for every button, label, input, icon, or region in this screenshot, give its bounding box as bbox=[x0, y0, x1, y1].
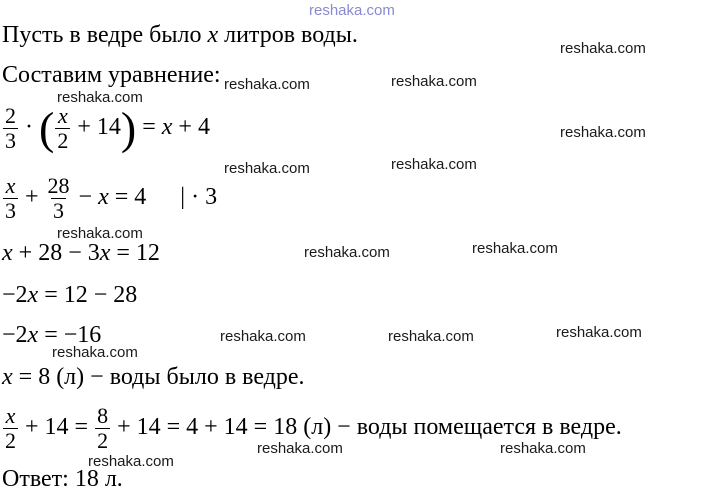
equation-3: x + 28 − 3x = 12 bbox=[2, 240, 160, 266]
intro-line bbox=[2, 22, 358, 48]
equation-2: $\frac{x}{3}$ + $\frac{28}{3}$ − x = 4 | · 3 bbox=[5, 173, 218, 223]
watermark: reshaka.com bbox=[304, 244, 390, 261]
fraction-28-third: $\frac{28}{3}$ bbox=[47, 173, 70, 223]
fraction-x-third: $\frac{x}{3}$ bbox=[5, 173, 16, 223]
intro-text: Пусть в ведре было bbox=[2, 22, 202, 48]
equation-4: −2x = 12 − 28 bbox=[2, 282, 138, 308]
fraction-x-half-2: $\frac{x}{2}$ bbox=[5, 403, 16, 453]
watermark: reshaka.com bbox=[472, 240, 558, 257]
watermark: reshaka.com bbox=[88, 453, 174, 470]
equation-6: x = 8 (л) − воды было в ведре. bbox=[2, 364, 305, 390]
intro-tail: литров воды. bbox=[224, 22, 358, 48]
watermark: reshaka.com bbox=[556, 324, 642, 341]
watermark: reshaka.com bbox=[560, 40, 646, 57]
equation-7: $\frac{x}{2}$ + 14 = $\frac{8}{2}$ + 14 = 4 + 14 = 18 (л) − воды помещается в ведре. bbox=[5, 403, 622, 453]
watermark: reshaka.com bbox=[57, 89, 143, 106]
compose-line: Составим уравнение: bbox=[2, 62, 221, 88]
watermark: reshaka.com bbox=[257, 440, 343, 457]
intro-variable: x bbox=[207, 22, 219, 48]
watermark: reshaka.com bbox=[391, 73, 477, 90]
watermark: reshaka.com bbox=[391, 156, 477, 173]
watermark: reshaka.com bbox=[388, 328, 474, 345]
equation-5: −2x = −16 bbox=[2, 322, 102, 348]
equation-1: $\frac{2}{3}$ · ( $\frac{x}{2}$ + 14) = x + 4 bbox=[5, 102, 210, 154]
fraction-8-half: $\frac{8}{2}$ bbox=[97, 403, 109, 453]
multiply-note: | · 3 bbox=[180, 184, 218, 211]
watermark: reshaka.com bbox=[560, 124, 646, 141]
watermark: reshaka.com bbox=[224, 160, 310, 177]
fraction-two-thirds: $\frac{2}{3}$ bbox=[5, 103, 16, 153]
watermark: reshaka.com bbox=[224, 76, 310, 93]
watermark-top: reshaka.com bbox=[309, 2, 395, 19]
watermark: reshaka.com bbox=[57, 225, 143, 242]
watermark: reshaka.com bbox=[52, 344, 138, 361]
fraction-x-half: $\frac{x}{2}$ bbox=[57, 103, 69, 153]
watermark: reshaka.com bbox=[500, 440, 586, 457]
answer-line: Ответ: 18 л. bbox=[2, 466, 123, 492]
watermark: reshaka.com bbox=[220, 328, 306, 345]
